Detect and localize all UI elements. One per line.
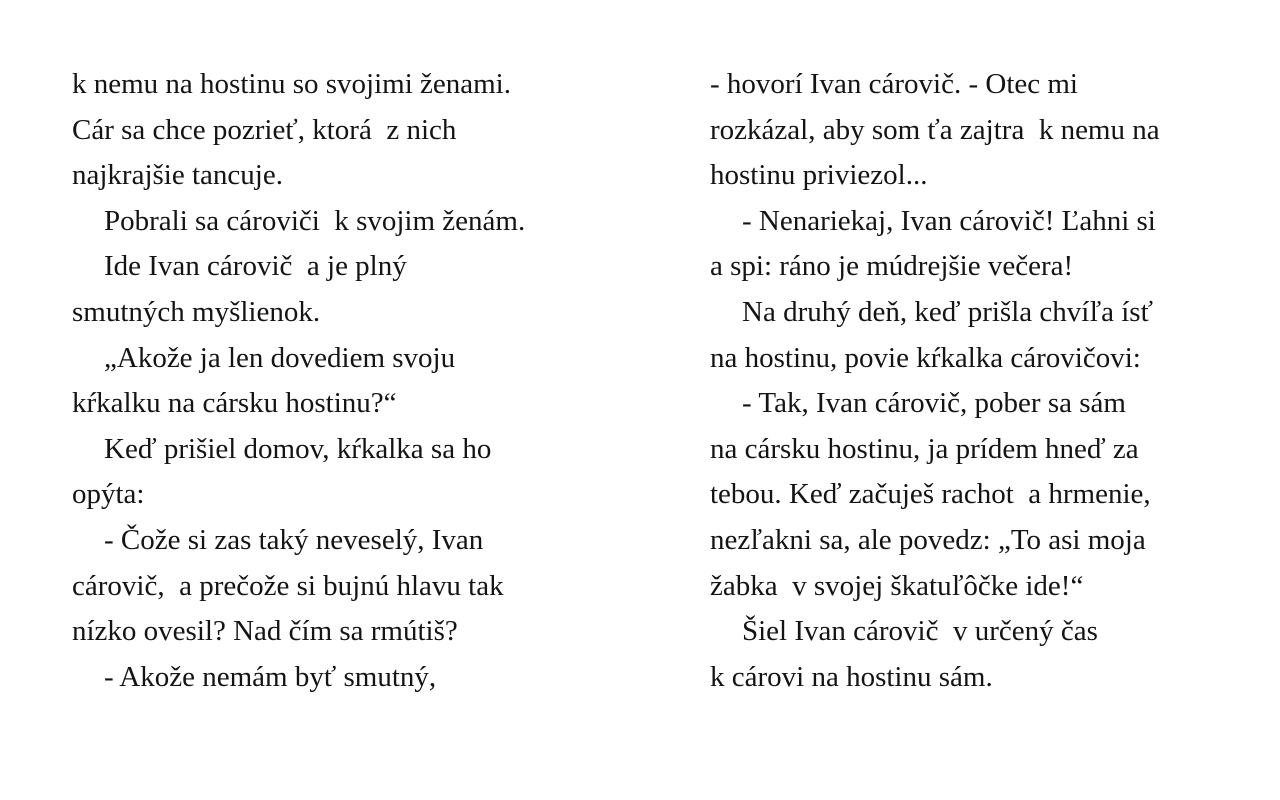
text-line: Na druhý deň, keď prišla chvíľa ísť — [742, 295, 1153, 328]
text-line: hostinu priviezol... — [710, 159, 928, 192]
text-line: Cár sa chce pozrieť, ktorá z nich — [72, 113, 457, 146]
text-line: nízko ovesil? Nad čím sa rmútiš? — [72, 615, 458, 648]
text-line: - Akože nemám byť smutný, — [104, 660, 437, 693]
text-line: opýta: — [72, 478, 145, 511]
text-line: cárovič, a prečože si bujnú hlavu tak — [72, 569, 504, 602]
text-line: „Akože ja len dovediem svoju — [104, 341, 456, 374]
text-line: Pobrali sa cároviči k svojim ženám. — [104, 204, 526, 237]
left-page — [72, 62, 632, 700]
text-line: - hovorí Ivan cárovič. - Otec mi — [710, 68, 1078, 100]
text-line: - Tak, Ivan cárovič, pober sa sám — [742, 387, 1126, 420]
text-line: nezľakni sa, ale povedz: „To asi moja — [710, 523, 1146, 556]
text-line: k cárovi na hostinu sám. — [710, 660, 993, 693]
right-page — [710, 62, 1250, 700]
text-line: kŕkalku na cársku hostinu?“ — [72, 387, 397, 420]
text-line: tebou. Keď začuješ rachot a hrmenie, — [710, 478, 1151, 511]
text-line: - Čože si zas taký neveselý, Ivan — [104, 523, 484, 556]
text-line: na hostinu, povie kŕkalka cárovičovi: — [710, 341, 1141, 374]
text-line: Keď prišiel domov, kŕkalka sa ho — [104, 432, 492, 465]
text-line: a spi: ráno je múdrejšie večera! — [710, 250, 1074, 283]
text-line: smutných myšlienok. — [72, 295, 321, 328]
text-line: k nemu na hostinu so svojimi ženami. — [72, 68, 511, 100]
text-line: Šiel Ivan cárovič v určený čas — [742, 615, 1098, 648]
text-line: najkrajšie tancuje. — [72, 159, 283, 192]
text-line: Ide Ivan cárovič a je plný — [104, 250, 407, 283]
text-line: - Nenariekaj, Ivan cárovič! Ľahni si — [742, 204, 1156, 237]
text-line: žabka v svojej škatuľôčke ide!“ — [710, 569, 1084, 602]
text-line: rozkázal, aby som ťa zajtra k nemu na — [710, 113, 1160, 146]
text-line: na cársku hostinu, ja prídem hneď za — [710, 432, 1139, 465]
